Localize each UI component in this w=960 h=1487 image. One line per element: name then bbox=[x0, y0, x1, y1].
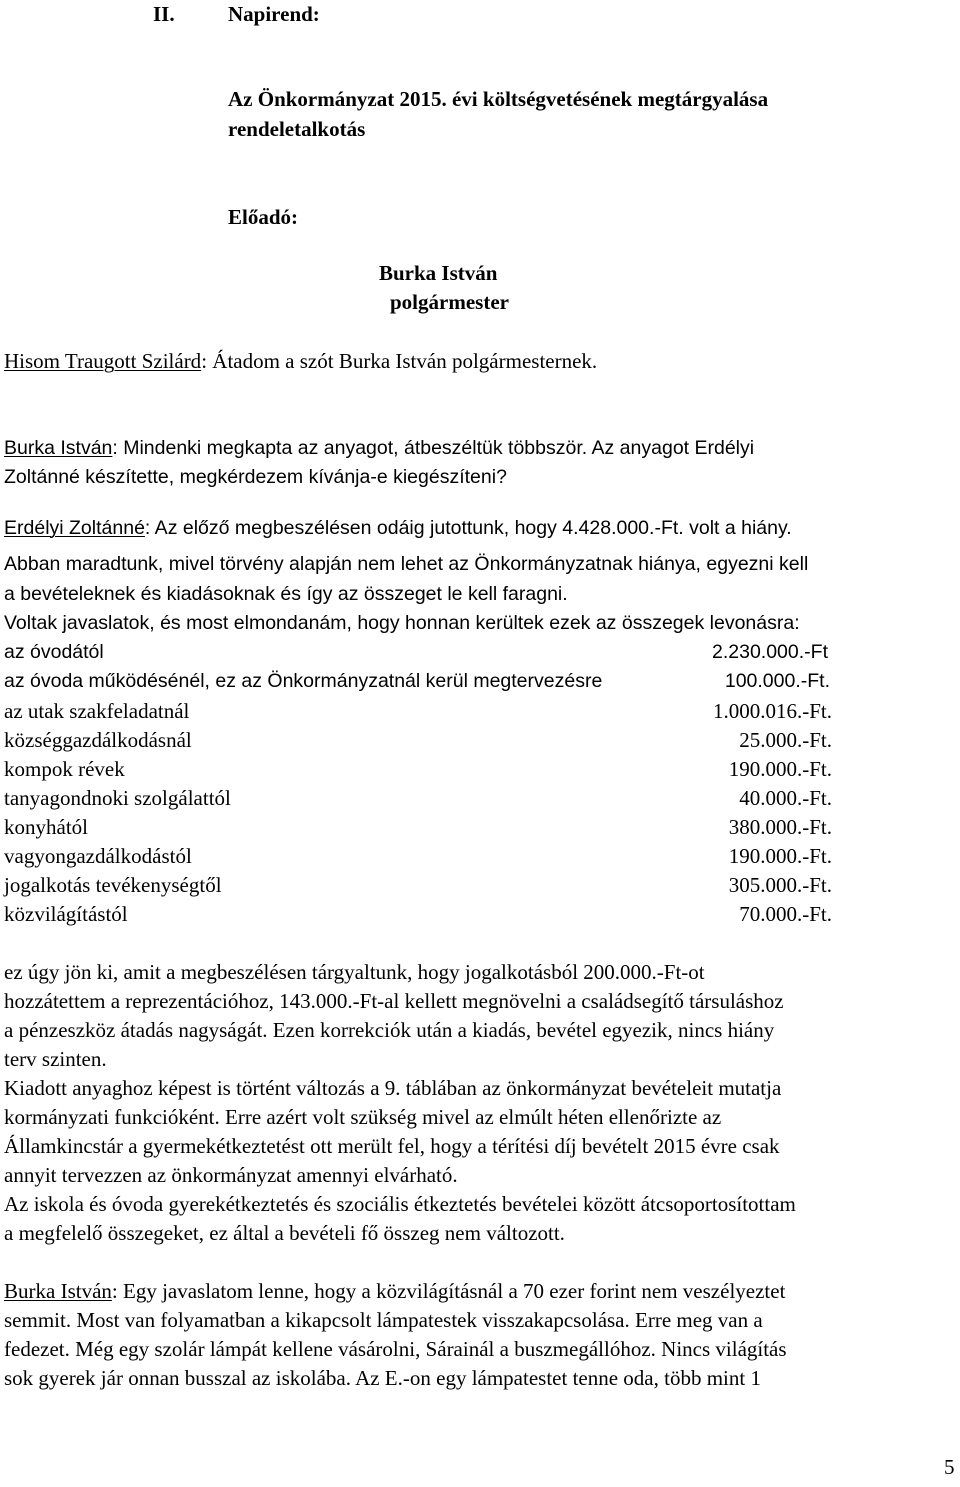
item-amount: 25.000.-Ft. bbox=[739, 728, 832, 752]
paragraph-5-line: sok gyerek jár onnan busszal az iskolába. Az E.-on egy lámpatestet tenne oda, több mint 1 bbox=[4, 1366, 761, 1390]
paragraph-4-line: annyit tervezzen az önkormányzat amennyi elvárható. bbox=[4, 1163, 458, 1187]
paragraph-4-line: kormányzati funkcióként. Erre azért volt szükség mivel az elmúlt héten ellenőrizte az bbox=[4, 1105, 722, 1129]
paragraph-4-line: a megfelelő összegeket, ez által a bevételi fő összeg nem változott. bbox=[4, 1221, 565, 1245]
paragraph-3-line-1: Erdélyi Zoltánné: Az előző megbeszélésen odáig jutottunk, hogy 4.428.000.-Ft. volt a hiány. bbox=[4, 517, 792, 539]
item-label: jogalkotás tevékenységtől bbox=[4, 873, 222, 897]
paragraph-4-line: terv szinten. bbox=[4, 1047, 107, 1071]
item-label: vagyongazdálkodástól bbox=[4, 844, 192, 868]
item-amount: 40.000.-Ft. bbox=[739, 786, 832, 810]
item-amount: 190.000.-Ft. bbox=[728, 844, 832, 868]
item-amount: 1.000.016.-Ft. bbox=[712, 699, 832, 723]
paragraph-4-line: a pénzeszköz átadás nagyságát. Ezen korrekciók után a kiadás, bevétel egyezik, nincs hiány bbox=[4, 1018, 775, 1042]
presenter-name: Burka István bbox=[379, 261, 498, 285]
presenter-label: Előadó: bbox=[228, 205, 299, 229]
item-label: az óvodától bbox=[4, 641, 104, 663]
paragraph-5-line-1: Burka István: Egy javaslatom lenne, hogy a közvilágításnál a 70 ezer forint nem veszélyeztet bbox=[4, 1279, 786, 1303]
speaker-name: Hisom Traugott Szilárd bbox=[4, 349, 202, 373]
item-label: az óvoda működésénél, ez az Önkormányzatnál kerül megtervezésre bbox=[4, 670, 603, 692]
item-amount: 305.000.-Ft. bbox=[728, 873, 832, 897]
page-number: 5 bbox=[944, 1455, 955, 1479]
paragraph-4-line: ez úgy jön ki, amit a megbeszélésen tárgyaltunk, hogy jogalkotásból 200.000.-Ft-ot bbox=[4, 960, 705, 984]
item-amount: 100.000.-Ft. bbox=[724, 670, 830, 692]
paragraph-4-line: Államkincstár a gyermekétkeztetést ott merült fel, hogy a térítési díj bevételt 2015 évre csak bbox=[4, 1134, 780, 1158]
speaker-name: Erdélyi Zoltánné bbox=[4, 517, 145, 539]
speaker-name: Burka István bbox=[4, 437, 113, 459]
item-amount: 190.000.-Ft. bbox=[728, 757, 832, 781]
paragraph-2-line-1: Burka István: Mindenki megkapta az anyagot, átbeszéltük többször. Az anyagot Erdélyi bbox=[4, 437, 755, 459]
paragraph-4-line: hozzátettem a reprezentációhoz, 143.000.-Ft-al kellett megnövelni a családsegítő társuláshoz bbox=[4, 989, 784, 1013]
paragraph-3-line-2: Abban maradtunk, mivel törvény alapján nem lehet az Önkormányzatnak hiánya, egyezni kell bbox=[4, 553, 809, 575]
item-label: az utak szakfeladatnál bbox=[4, 699, 190, 723]
item-label: községgazdálkodásnál bbox=[4, 728, 192, 752]
speaker-name: Burka István bbox=[4, 1279, 112, 1303]
paragraph-5-line: fedezet. Még egy szolár lámpát kellene vásárolni, Sárainál a buszmegállóhoz. Nincs világítás bbox=[4, 1337, 787, 1361]
paragraph-5-line: semmit. Most van folyamatban a kikapcsolt lámpatestek visszakapcsolása. Erre meg van a bbox=[4, 1308, 763, 1332]
paragraph-1: Hisom Traugott Szilárd: Átadom a szót Burka István polgármesternek. bbox=[4, 349, 598, 373]
item-label: közvilágítástól bbox=[4, 902, 128, 926]
item-amount: 380.000.-Ft. bbox=[728, 815, 832, 839]
section-title: Napirend: bbox=[228, 2, 320, 26]
paragraph-4-line: Az iskola és óvoda gyerekétkeztetés és szociális étkeztetés bevételei között átcsoportosítottam bbox=[4, 1192, 796, 1216]
paragraph-3-line-4: Voltak javaslatok, és most elmondanám, hogy honnan kerültek ezek az összegek levonásra: bbox=[4, 612, 800, 634]
item-label: tanyagondnoki szolgálattól bbox=[4, 786, 231, 810]
paragraph-3-line-3: a bevételeknek és kiadásoknak és így az összeget le kell faragni. bbox=[4, 583, 568, 605]
item-label: kompok révek bbox=[4, 757, 125, 781]
paragraph-4-line: Kiadott anyaghoz képest is történt változás a 9. táblában az önkormányzat bevételeit mutatja bbox=[4, 1076, 782, 1100]
paragraph-2-line-2: Zoltánné készítette, megkérdezem kívánja-e kiegészíteni? bbox=[4, 466, 507, 488]
item-amount: 70.000.-Ft. bbox=[739, 902, 832, 926]
agenda-line-1: Az Önkormányzat 2015. évi költségvetésének megtárgyalása bbox=[228, 87, 769, 111]
item-amount: 2.230.000.-Ft bbox=[712, 641, 828, 663]
item-label: konyhától bbox=[4, 815, 88, 839]
section-number: II. bbox=[153, 2, 175, 26]
agenda-line-2: rendeletalkotás bbox=[228, 117, 366, 141]
presenter-title: polgármester bbox=[390, 290, 509, 314]
